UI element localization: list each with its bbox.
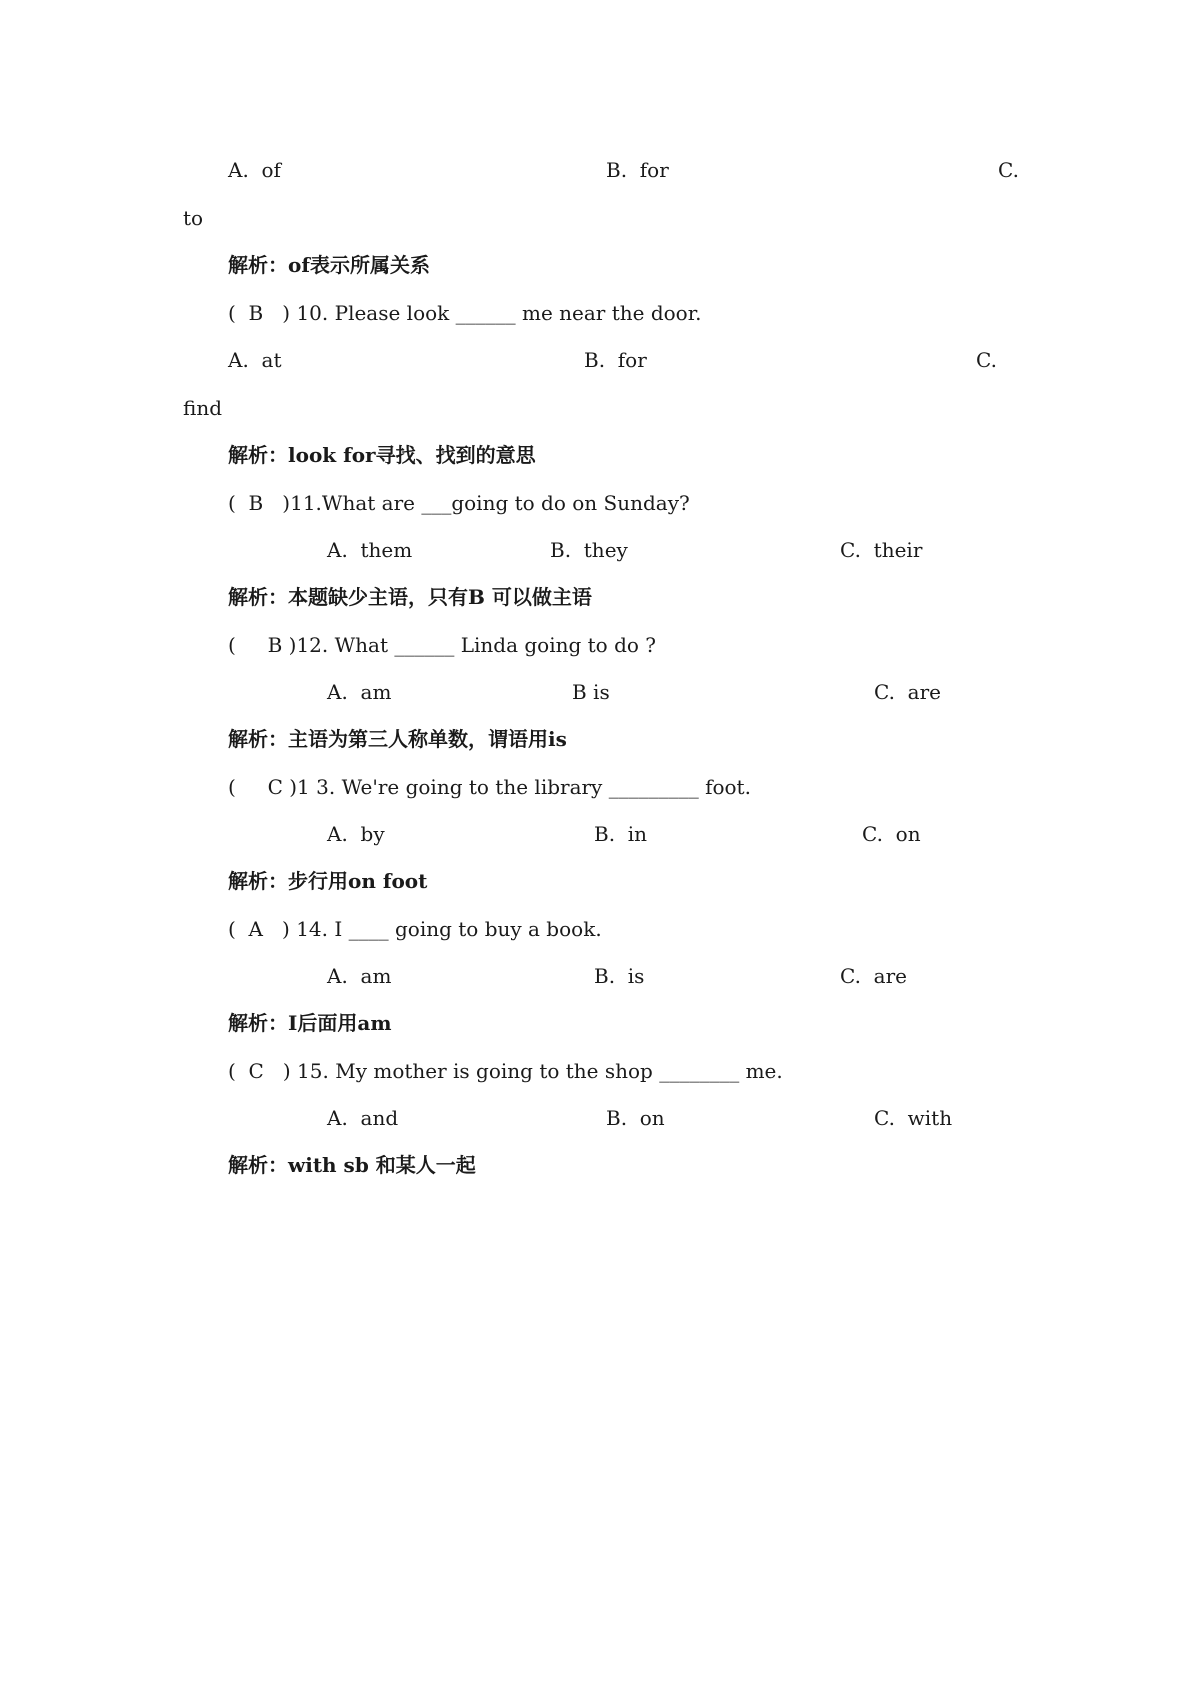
q10-analysis bbox=[228, 443, 536, 467]
q13-option-c: C. on bbox=[862, 822, 921, 846]
q10-option-c-continued: find bbox=[183, 396, 223, 420]
analysis-text: I后面用am bbox=[288, 1011, 392, 1035]
q14-question: ( A ) 14. I ____ going to buy a book. bbox=[228, 917, 602, 941]
analysis-label: 解析： bbox=[228, 727, 288, 751]
analysis-text: 本题缺少主语，只有B 可以做主语 bbox=[288, 585, 592, 609]
q11-question: ( B )11.What are ___going to do on Sunday? bbox=[228, 491, 690, 515]
q9-analysis bbox=[228, 253, 430, 277]
q14-option-a: A. am bbox=[327, 964, 392, 988]
q9-option-b: B. for bbox=[606, 158, 669, 182]
analysis-label: 解析： bbox=[228, 1011, 288, 1035]
analysis-label: 解析： bbox=[228, 443, 288, 467]
q15-question: ( C ) 15. My mother is going to the shop ________ me. bbox=[228, 1059, 783, 1083]
q9-option-c: C. bbox=[998, 158, 1019, 182]
analysis-text: with sb 和某人一起 bbox=[288, 1153, 476, 1177]
q10-option-c: C. bbox=[976, 348, 997, 372]
analysis-label: 解析： bbox=[228, 869, 288, 893]
q11-analysis bbox=[228, 585, 592, 609]
q14-option-b: B. is bbox=[594, 964, 645, 988]
q12-option-b: B is bbox=[572, 680, 610, 704]
analysis-label: 解析： bbox=[228, 1153, 288, 1177]
q13-option-a: A. by bbox=[327, 822, 385, 846]
q15-analysis bbox=[228, 1153, 476, 1177]
q10-option-a: A. at bbox=[228, 348, 282, 372]
analysis-text: 步行用on foot bbox=[288, 869, 428, 893]
q12-option-c: C. are bbox=[874, 680, 941, 704]
q11-option-b: B. they bbox=[550, 538, 628, 562]
q13-option-b: B. in bbox=[594, 822, 648, 846]
q14-analysis bbox=[228, 1011, 391, 1035]
analysis-label: 解析： bbox=[228, 585, 288, 609]
q14-option-c: C. are bbox=[840, 964, 907, 988]
q9-option-a: A. of bbox=[228, 158, 281, 182]
analysis-text: 主语为第三人称单数，谓语用is bbox=[288, 727, 567, 751]
analysis-label: 解析： bbox=[228, 253, 288, 277]
q13-analysis bbox=[228, 869, 427, 893]
q15-option-a: A. and bbox=[327, 1106, 399, 1130]
q15-option-c: C. with bbox=[874, 1106, 953, 1130]
q13-question: ( C )1 3. We're going to the library _________ foot. bbox=[228, 775, 751, 799]
analysis-text: of表示所属关系 bbox=[288, 253, 430, 277]
q11-option-a: A. them bbox=[327, 538, 413, 562]
q12-analysis bbox=[228, 727, 567, 751]
q12-option-a: A. am bbox=[327, 680, 392, 704]
analysis-text: look for寻找、找到的意思 bbox=[288, 443, 536, 467]
q9-option-c-continued: to bbox=[183, 206, 204, 230]
q11-option-c: C. their bbox=[840, 538, 923, 562]
q15-option-b: B. on bbox=[606, 1106, 665, 1130]
q10-option-b: B. for bbox=[584, 348, 647, 372]
q10-question: ( B ) 10. Please look ______ me near the door. bbox=[228, 301, 702, 325]
q12-question: ( B )12. What ______ Linda going to do ? bbox=[228, 633, 657, 657]
